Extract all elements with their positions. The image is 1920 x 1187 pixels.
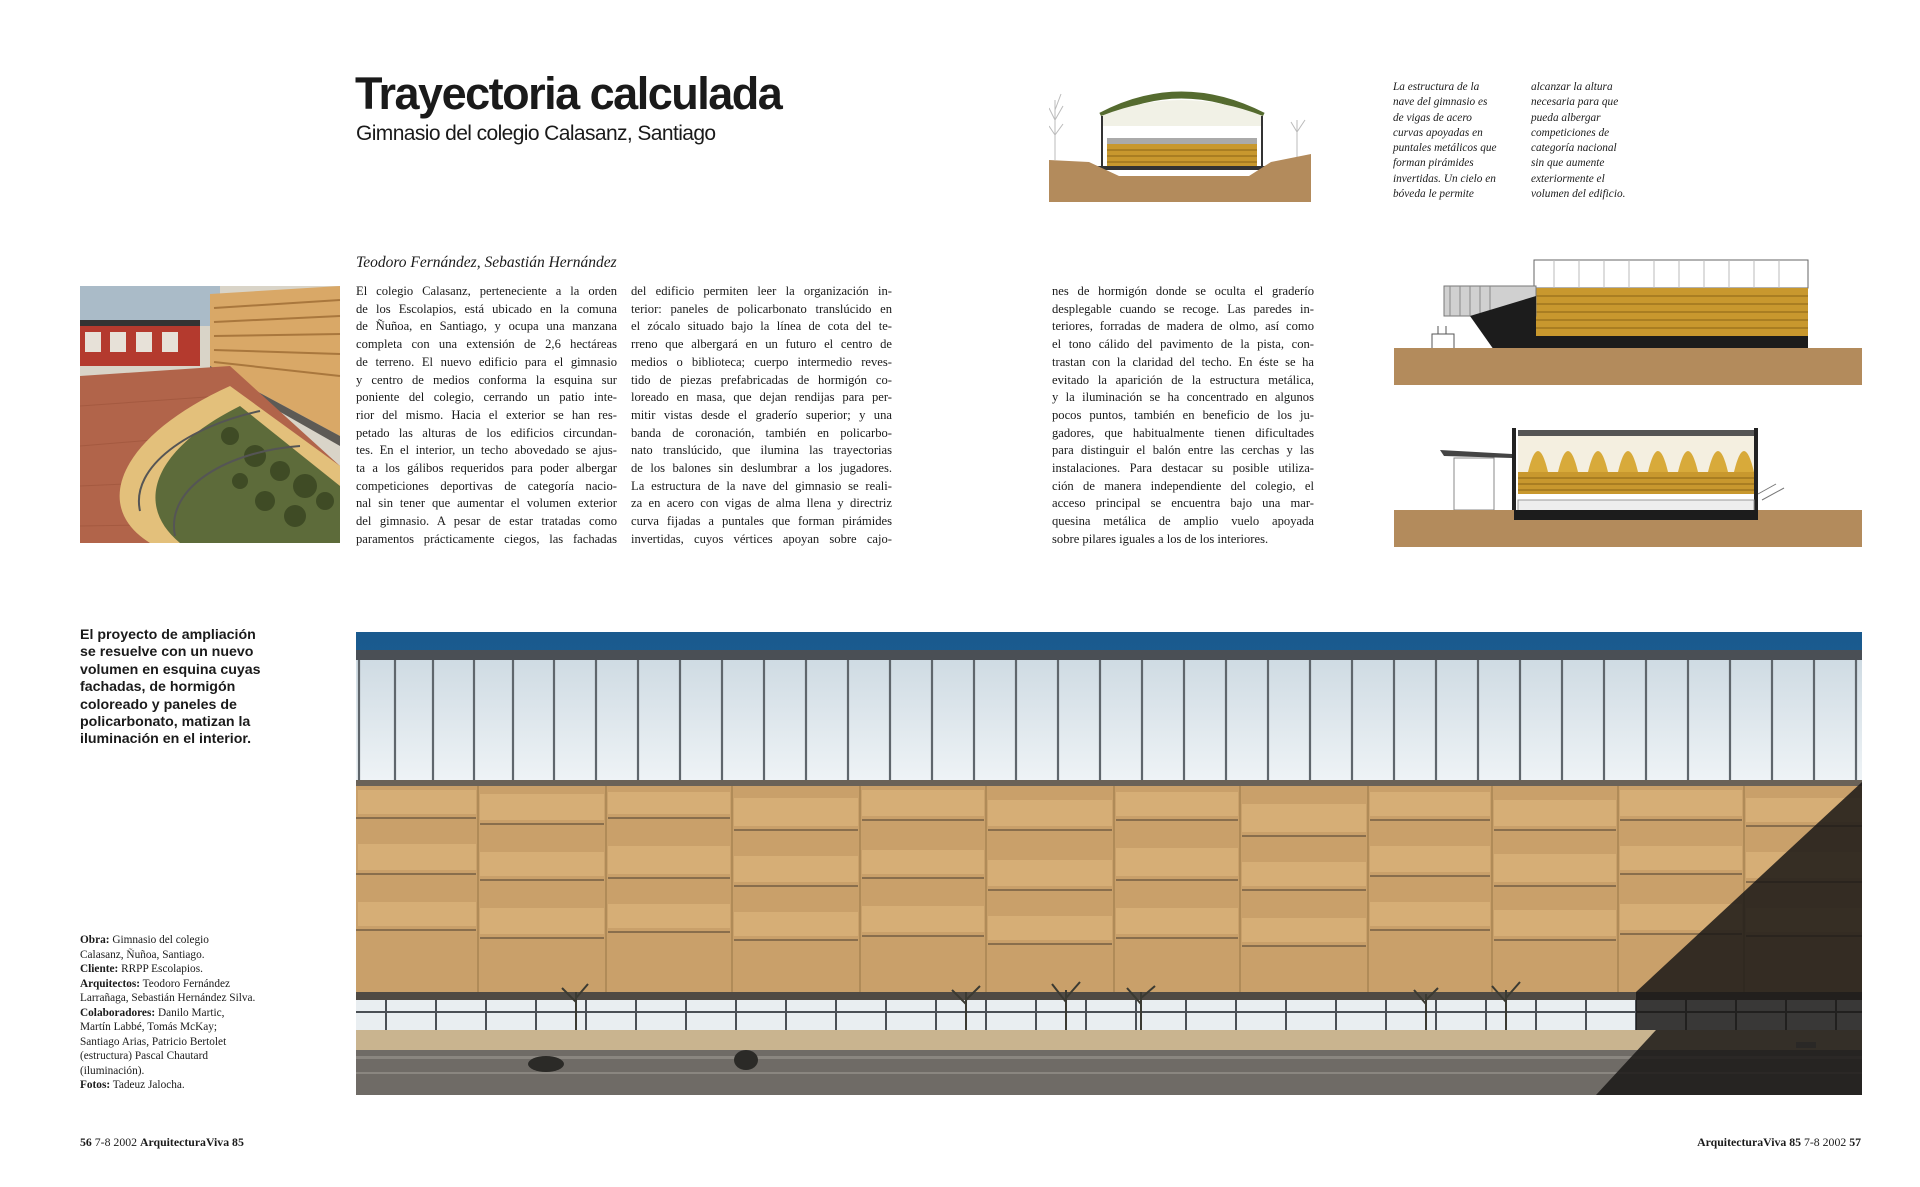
body-line: nato translúcido, que ilumina las trayectorias	[631, 443, 892, 458]
credit-line	[80, 977, 255, 992]
pull-quote-line: iluminación en el interior.	[80, 731, 252, 748]
caption-line: forman pirámides	[1393, 157, 1474, 170]
facade-photo	[356, 632, 1862, 1095]
credit-text: (estructura) Pascal Chautard	[80, 1050, 208, 1062]
caption-line: bóveda le permite	[1393, 188, 1474, 201]
body-line: trastan con la claridad del techo. En éste se ha	[1052, 354, 1314, 369]
body-line: ta a los gálibos requeridos para poder albergar	[356, 461, 617, 476]
article-subtitle: Gimnasio del colegio Calasanz, Santiago	[356, 122, 716, 145]
body-column-1	[356, 283, 617, 549]
pull-quote-line: volumen en esquina cuyas	[80, 661, 261, 678]
elevation-drawing	[1394, 238, 1862, 385]
body-line: quesina metálica de amplio vuelo apoyada	[1052, 514, 1314, 529]
pull-quote-line: El proyecto de ampliación	[80, 627, 256, 643]
folio-right	[1697, 1135, 1861, 1150]
body-line: ción de manera independiente del colegio, el	[1052, 478, 1314, 493]
body-line: poniente del colegio, cerrando un patio inte-	[356, 390, 617, 405]
pull-quote-line: coloreado y paneles de	[80, 696, 237, 713]
credit-line	[80, 1035, 255, 1050]
body-line: medios o biblioteca; cuerpo intermedio reves-	[631, 354, 892, 369]
body-line: petado las alturas de los edificios circundan-	[356, 425, 617, 440]
body-line: instalaciones. Para destacar su posible utiliza-	[1052, 461, 1314, 476]
caption-line: de vigas de acero	[1393, 111, 1472, 124]
body-column-3	[1052, 283, 1314, 549]
credit-text: RRPP Escolapios.	[121, 963, 203, 975]
body-line: y la iluminación se ha concentrado en algunos	[1052, 390, 1314, 405]
body-line: completa con una extensión de 2,6 hectáreas	[356, 337, 617, 352]
cross-section-drawing	[1049, 80, 1311, 202]
caption-column-2	[1531, 80, 1625, 202]
article-byline: Teodoro Fernández, Sebastián Hernández	[356, 254, 617, 271]
credit-label: Arquitectos:	[80, 977, 141, 990]
caption-line: exteriormente el	[1531, 172, 1605, 185]
body-line: pocos puntos, también en beneficio de los ju-	[1052, 407, 1314, 422]
body-line: curva fijadas a puntales que forman pirámides	[631, 514, 892, 529]
body-line: invertidas, cuyos vértices apoyan sobre cajo-	[631, 531, 892, 546]
body-line: y centro de medios conforma la esquina sur	[356, 372, 617, 387]
article-title: Trayectoria calculada	[355, 68, 782, 119]
credit-line	[80, 948, 255, 963]
body-line: el tono cálido del pavimento de la pista, con-	[1052, 337, 1314, 352]
credit-text: Larrañaga, Sebastián Hernández Silva.	[80, 992, 256, 1004]
body-line: del edificio permiten leer la organización in-	[631, 284, 892, 298]
credit-line	[80, 1006, 255, 1021]
caption-line: competiciones de	[1531, 126, 1610, 139]
body-line: banda de coronación, también en policarbo-	[631, 425, 892, 440]
body-line: tido de piezas prefabricadas de hormigón co-	[631, 372, 892, 387]
caption-line: sin que aumente	[1531, 157, 1605, 170]
issue-date: 7-8 2002	[94, 1135, 138, 1149]
body-line: tes. En el interior, un techo abovedado se ajus-	[356, 443, 617, 458]
caption-line: pueda albergar	[1531, 111, 1601, 124]
body-line: el zócalo situado bajo la línea de cota del te-	[631, 319, 892, 334]
body-line: sobre pilares iguales a los de los interiores.	[1052, 531, 1269, 546]
caption-line: necesaria para que	[1531, 96, 1619, 109]
issue-date: 7-8 2002	[1803, 1135, 1847, 1149]
caption-line: nave del gimnasio es	[1393, 96, 1488, 109]
credit-label: Fotos:	[80, 1079, 111, 1091]
body-line: El colegio Calasanz, perteneciente a la orden	[356, 284, 617, 298]
body-line: terior: paneles de policarbonato translúcido en	[631, 301, 892, 316]
body-line: evitado la aparición de la estructura metálica,	[1052, 372, 1314, 387]
caption-line: puntales metálicos que	[1393, 142, 1497, 155]
body-line: loreado en masa, que dejan rendijas para per-	[631, 390, 892, 405]
body-line: para distinguir el balón entre las cerchas y las	[1052, 443, 1314, 458]
caption-line: volumen del edificio.	[1531, 188, 1626, 201]
magazine-name: ArquitecturaViva 85	[1697, 1135, 1802, 1149]
courtyard-photo	[80, 286, 340, 543]
credit-line	[80, 1020, 255, 1035]
body-line: acceso principal se encuentra bajo una mar-	[1052, 496, 1314, 511]
body-line: La estructura de la nave del gimnasio se reali-	[631, 478, 892, 493]
body-line: gadores, que habitualmente tienen dificultades	[1052, 425, 1314, 440]
caption-line: La estructura de la	[1393, 81, 1480, 93]
caption-line: curvas apoyadas en	[1393, 126, 1483, 139]
body-line: paramentos prácticamente ciegos, las fachadas	[356, 531, 617, 546]
credit-text: Tadeuz Jalocha.	[112, 1079, 185, 1091]
pull-quote-line: policarbonato, matizan la	[80, 714, 251, 731]
body-line: nal sin tener que aumentar el volumen exterior	[356, 496, 617, 511]
credit-line	[80, 933, 255, 948]
body-line: de los balones sin deslumbrar a los jugadores.	[631, 461, 892, 476]
caption-line: alcanzar la altura	[1531, 81, 1613, 93]
credit-line	[80, 991, 255, 1006]
credit-label: Colaboradores:	[80, 1006, 156, 1019]
body-column-2	[631, 283, 892, 549]
body-line: de terreno. El nuevo edificio para el gimnasio	[356, 354, 617, 369]
page-number: 56	[80, 1135, 92, 1149]
body-line: de los Escolapios, está ubicado en la comuna	[356, 301, 617, 316]
body-line: desplegable cuando se recoge. Las paredes in-	[1052, 301, 1314, 316]
longitudinal-section-drawing	[1394, 414, 1862, 547]
page-number: 57	[1849, 1135, 1861, 1149]
credit-text: (iluminación).	[80, 1064, 145, 1077]
credit-line	[80, 1049, 255, 1064]
body-line: de Ñuñoa, en Santiago, y ocupa una manzana	[356, 319, 617, 334]
credit-text: Martín Labbé, Tomás McKay;	[80, 1021, 218, 1033]
body-line: za en acero con vigas de alma llena y directriz	[631, 496, 892, 511]
credit-label: Obra:	[80, 934, 110, 946]
credit-text: Teodoro Fernández	[142, 977, 231, 990]
body-line: nes de hormigón donde se oculta el graderío	[1052, 284, 1314, 298]
caption-column-1	[1393, 80, 1497, 202]
body-line: rior del mismo. Hacia el exterior se han res-	[356, 407, 617, 422]
body-line: competiciones deportivas de categoría nacio-	[356, 478, 617, 493]
project-credits	[80, 933, 255, 1093]
magazine-name: ArquitecturaViva 85	[139, 1135, 244, 1149]
credit-line	[80, 1064, 255, 1079]
credit-line	[80, 1078, 255, 1093]
caption-line: categoría nacional	[1531, 142, 1617, 155]
credit-text: Santiago Arias, Patricio Bertolet	[80, 1035, 227, 1048]
pull-quote-line: se resuelve con un nuevo	[80, 644, 254, 661]
pull-quote	[80, 627, 261, 749]
body-line: rreno que albergará en un futuro el centro de	[631, 337, 892, 352]
caption-line: invertidas. Un cielo en	[1393, 172, 1496, 185]
credit-text: Danilo Martic,	[157, 1006, 225, 1019]
credit-text: Calasanz, Ñuñoa, Santiago.	[80, 948, 205, 961]
body-line: mitir vistas desde el graderío superior; y una	[631, 407, 892, 422]
credit-text: Gimnasio del colegio	[112, 934, 209, 946]
credit-line	[80, 962, 255, 977]
credit-label: Cliente:	[80, 963, 119, 975]
pull-quote-line: fachadas, de hormigón	[80, 679, 236, 696]
folio-left	[80, 1135, 244, 1150]
body-line: teriores, forradas de madera de olmo, así como	[1052, 319, 1314, 334]
body-line: del gimnasio. A pesar de estar tratadas como	[356, 514, 617, 529]
